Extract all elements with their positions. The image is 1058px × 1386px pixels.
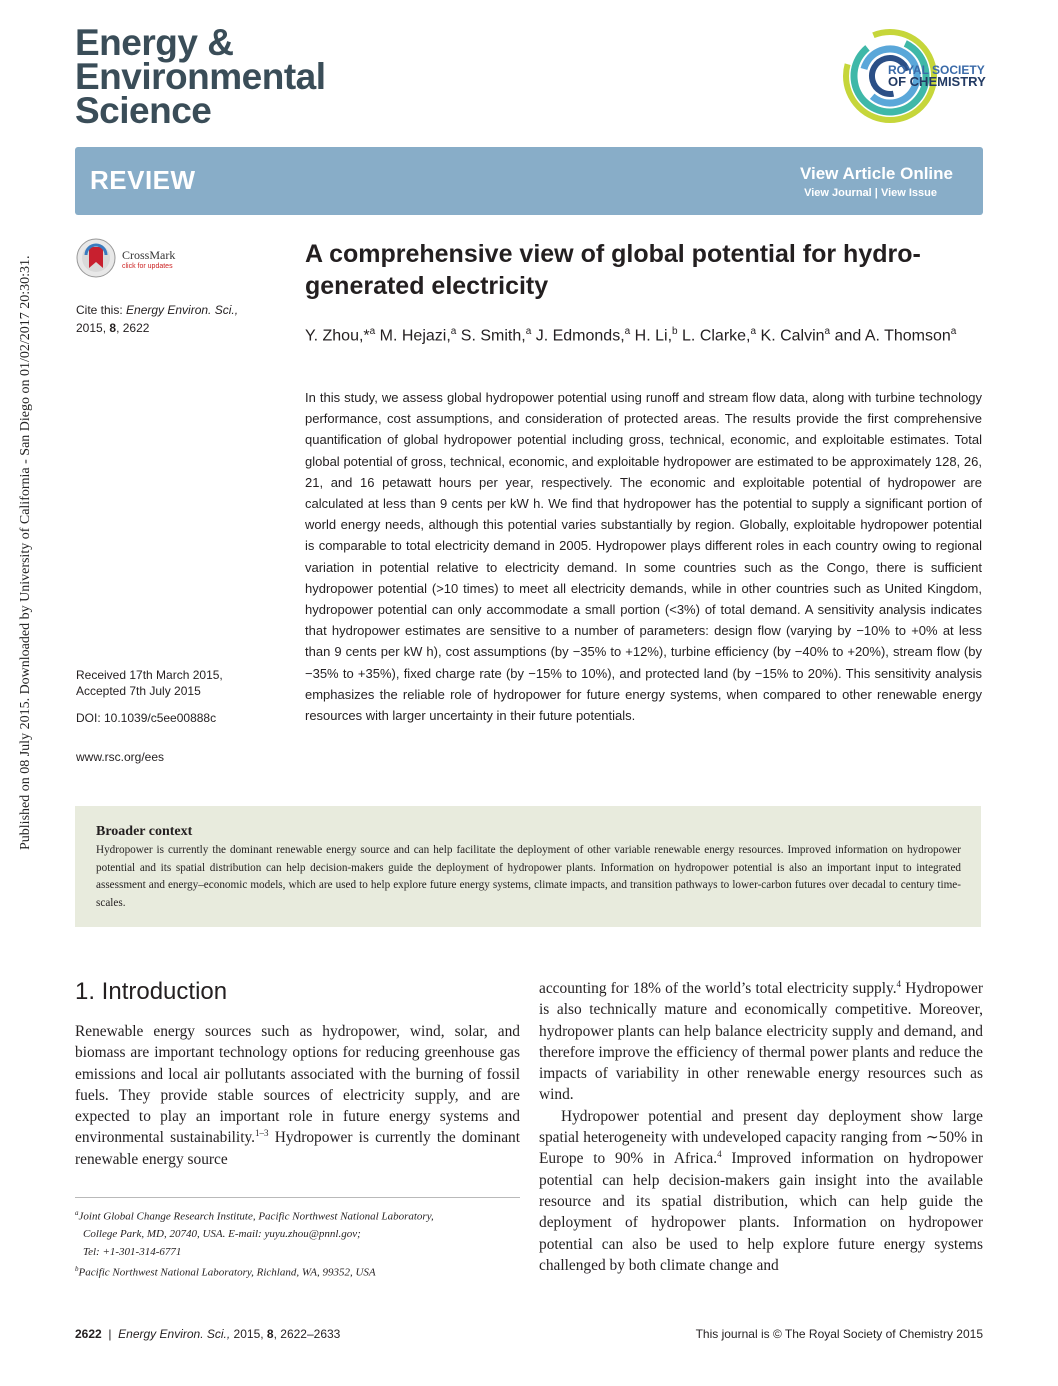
author-name: K. Calvin — [760, 327, 825, 345]
author-name: J. Edmonds, — [535, 327, 625, 345]
article-title: A comprehensive view of global potential for hydro-generated electricity — [305, 240, 921, 300]
intro-paragraph-3 — [539, 1106, 983, 1276]
footnotes — [75, 1205, 520, 1283]
intro-p1-text: Renewable energy sources such as hydropower, wind, solar, and biomass are important technology options for reducing greenhouse gas emissions and local air pollutants associated with the burning of fossil fuels. They provide stable sources of electricity supply, and are expected to play an important role in future energy systems and environmental sustainability. — [75, 1023, 520, 1147]
rsc-line-2: OF CHEMISTRY — [888, 74, 986, 89]
journal-title-line-1: Energy & — [75, 22, 234, 63]
crossmark-label: CrossMark — [122, 248, 176, 262]
crossmark-badge[interactable] — [76, 238, 196, 282]
author-name: and — [834, 327, 862, 345]
footer-year: 2015, — [230, 1327, 267, 1341]
section-label: REVIEW — [90, 165, 196, 195]
author-name: A. Thomson — [864, 327, 951, 345]
footer-separator: | — [101, 1327, 119, 1341]
intro-p3-text-b: Improved information on hydropower potential can help decision-makers gain insight into the available resource and its spatial distribution, which can help guide the deployment of hydropower plants. Information on hydropower potential can also be used to help explore future energy systems challenged by both climate change and — [539, 1150, 983, 1274]
journal-title-line-2: Environmental — [75, 56, 326, 97]
reference-link[interactable]: 4 — [896, 978, 902, 989]
footnote-b — [75, 1261, 520, 1282]
rsc-line-1: ROYAL SOCIETY — [888, 63, 985, 77]
cite-volume: 8 — [109, 321, 117, 335]
footer-pages: , 2622–2633 — [273, 1327, 341, 1341]
footnote-a-line-3: Tel: +1-301-314-6771 — [83, 1245, 182, 1258]
reference-link[interactable]: 4 — [717, 1149, 722, 1160]
intro-p2-text-a: accounting for 18% of the world’s total electricity supply. — [539, 980, 897, 997]
crossmark-sub: click for updates — [122, 263, 173, 270]
cite-journal: Energy Environ. Sci., — [126, 303, 239, 317]
author-affiliation-mark: a — [750, 326, 757, 337]
author-name: L. Clarke, — [682, 327, 751, 345]
footnote-b-mark: b — [75, 1265, 79, 1274]
cite-page: , 2622 — [116, 321, 150, 335]
footer-left — [75, 1327, 340, 1341]
author-affiliation-mark: b — [672, 326, 678, 337]
journal-title[interactable] — [75, 22, 326, 131]
intro-column-1 — [75, 1021, 520, 1170]
download-note-text: Published on 08 July 2015. Downloaded by University of California - San Diego on 01/02/2017 20:30:31. — [18, 255, 33, 850]
introduction-heading: 1. Introduction — [75, 978, 228, 1005]
broader-context-box — [75, 806, 981, 927]
broader-context-text: Hydropower is currently the dominant renewable energy source and can help facilitate the deployment of other variable renewable energy resources. Improved information on hydropower potential and its spatial distribution can help decision-makers guide the deployment of hydropower plants. Information on hydropower potential is also an important input to integrated assessment and energy–economic models, which are used to help explore future energy systems, climate impacts, and transition pathways to lower-carbon futures over decadal to century time-scales. — [96, 844, 961, 909]
footer-copyright: This journal is © The Royal Society of Chemistry 2015 — [695, 1327, 983, 1341]
footnote-a — [75, 1205, 520, 1226]
author-name: H. Li, — [634, 327, 673, 345]
footnote-rule — [75, 1197, 520, 1198]
footnote-a-line-1: Joint Global Change Research Institute, Pacific Northwest National Laboratory, — [78, 1210, 434, 1223]
intro-p1-tail: Hydropower is currently the dominant renewable energy source — [75, 1129, 521, 1168]
doi[interactable]: DOI: 10.1039/c5ee00888c — [76, 711, 217, 725]
intro-paragraph-2 — [539, 978, 983, 1106]
view-issue-link[interactable]: View Issue — [880, 187, 937, 199]
footnote-a-line-2[interactable]: College Park, MD, 20740, USA. E-mail: yuyu.zhou@pnnl.gov; — [83, 1228, 361, 1241]
footer-journal: Energy Environ. Sci., — [118, 1327, 231, 1341]
view-journal-link[interactable]: View Journal — [804, 187, 872, 199]
reference-link[interactable]: 1–3 — [255, 1128, 269, 1139]
cite-year: 2015, — [76, 321, 110, 335]
cite-prefix: Cite this: — [76, 303, 127, 317]
author-name: Y. Zhou,* — [305, 327, 370, 345]
author-affiliation-mark: a — [525, 326, 532, 337]
author-affiliation-mark: a — [450, 326, 457, 337]
journal-title-line-3: Science — [75, 90, 212, 131]
intro-p3-text-a: Hydropower potential and present day deployment show large spatial heterogeneity with undeveloped capacity ranging from ∼50% in Europe to 90% in Africa. — [539, 1107, 983, 1168]
footnote-a-mark: a — [75, 1209, 79, 1217]
section-banner — [75, 147, 983, 215]
view-article-online-link[interactable]: View Article Online — [799, 164, 953, 183]
download-note — [8, 240, 33, 850]
author-name: M. Hejazi, — [379, 327, 451, 345]
banner-links — [804, 187, 937, 199]
rsc-wordmark — [888, 64, 986, 88]
page-number: 2622 — [75, 1327, 102, 1341]
banner-link-separator: | — [871, 187, 881, 199]
article-dates — [76, 667, 223, 699]
accepted-date: Accepted 7th July 2015 — [76, 684, 201, 698]
intro-column-2 — [539, 978, 983, 1276]
footnote-b-line-1: Pacific Northwest National Laboratory, Richland, WA, 99352, USA — [78, 1267, 376, 1280]
received-date: Received 17th March 2015, — [76, 668, 223, 682]
intro-paragraph-1 — [75, 1021, 520, 1170]
footer-volume: 8 — [266, 1327, 274, 1341]
author-affiliation-mark: a — [369, 326, 376, 337]
abstract: In this study, we assess global hydropower potential using runoff and stream flow data, along with turbine technology performance, cost assumptions, and consideration of protected areas. The results provide the first comprehensive quantification of global hydropower potential including gross, technical, economic, and exploitable estimates. Total global potential of gross, technical, economic, and exploitable hydropower are estimated to be approximately 128, 26, 21, and 16 petawatt hours per year, respectively. The economic and exploitable potential of hydropower are calculated at less than 9 cents per kW h. We find that hydropower has the potential to supply a significant portion of world energy needs, although this potential varies substantially by region. Globally, exploitable hydropower potential is comparable to total electricity demand in 2005. Hydropower plays different roles in each country owing to regional variation in potential relative to electricity demand. In some countries such as the Congo, there is sufficient hydropower potential (>10 times) to meet all electricity demands, while in other countries such as United Kingdom, hydropower potential can only accommodate a small portion (<3%) of total demand. A sensitivity analysis indicates that hydropower estimates are sensitive to a number of parameters: design flow (varying by −10% to +0% at less than 9 cents per kW h), cost assumptions (by −35% to +12%), turbine efficiency (by −40% to +20%), stream flow (by −35% to +35%), fixed charge rate (by −15% to 10%), and protected land (by −15% to 20%). This sensitivity analysis emphasizes the reliable role of hydropower for future energy systems, when compared to other renewable energy resources with larger uncertainty in their future potentials. — [305, 390, 982, 724]
author-affiliation-mark: a — [950, 326, 957, 337]
author-name: S. Smith, — [460, 327, 526, 345]
author-list — [305, 321, 965, 347]
intro-p2-text-b: Hydropower is also technically mature and economically competitive. Moreover, hydropower plants can help balance electricity supply and demand, and therefore improve the efficiency of thermal power plants and reduce the impacts of variability in other renewable energy resources such as wind. — [539, 980, 983, 1104]
citation — [76, 301, 276, 337]
author-affiliation-mark: a — [624, 326, 631, 337]
crossmark-icon — [76, 238, 116, 278]
journal-website-link[interactable]: www.rsc.org/ees — [76, 750, 165, 764]
broader-context-heading: Broader context — [96, 824, 193, 839]
author-affiliation-mark: a — [824, 326, 831, 337]
